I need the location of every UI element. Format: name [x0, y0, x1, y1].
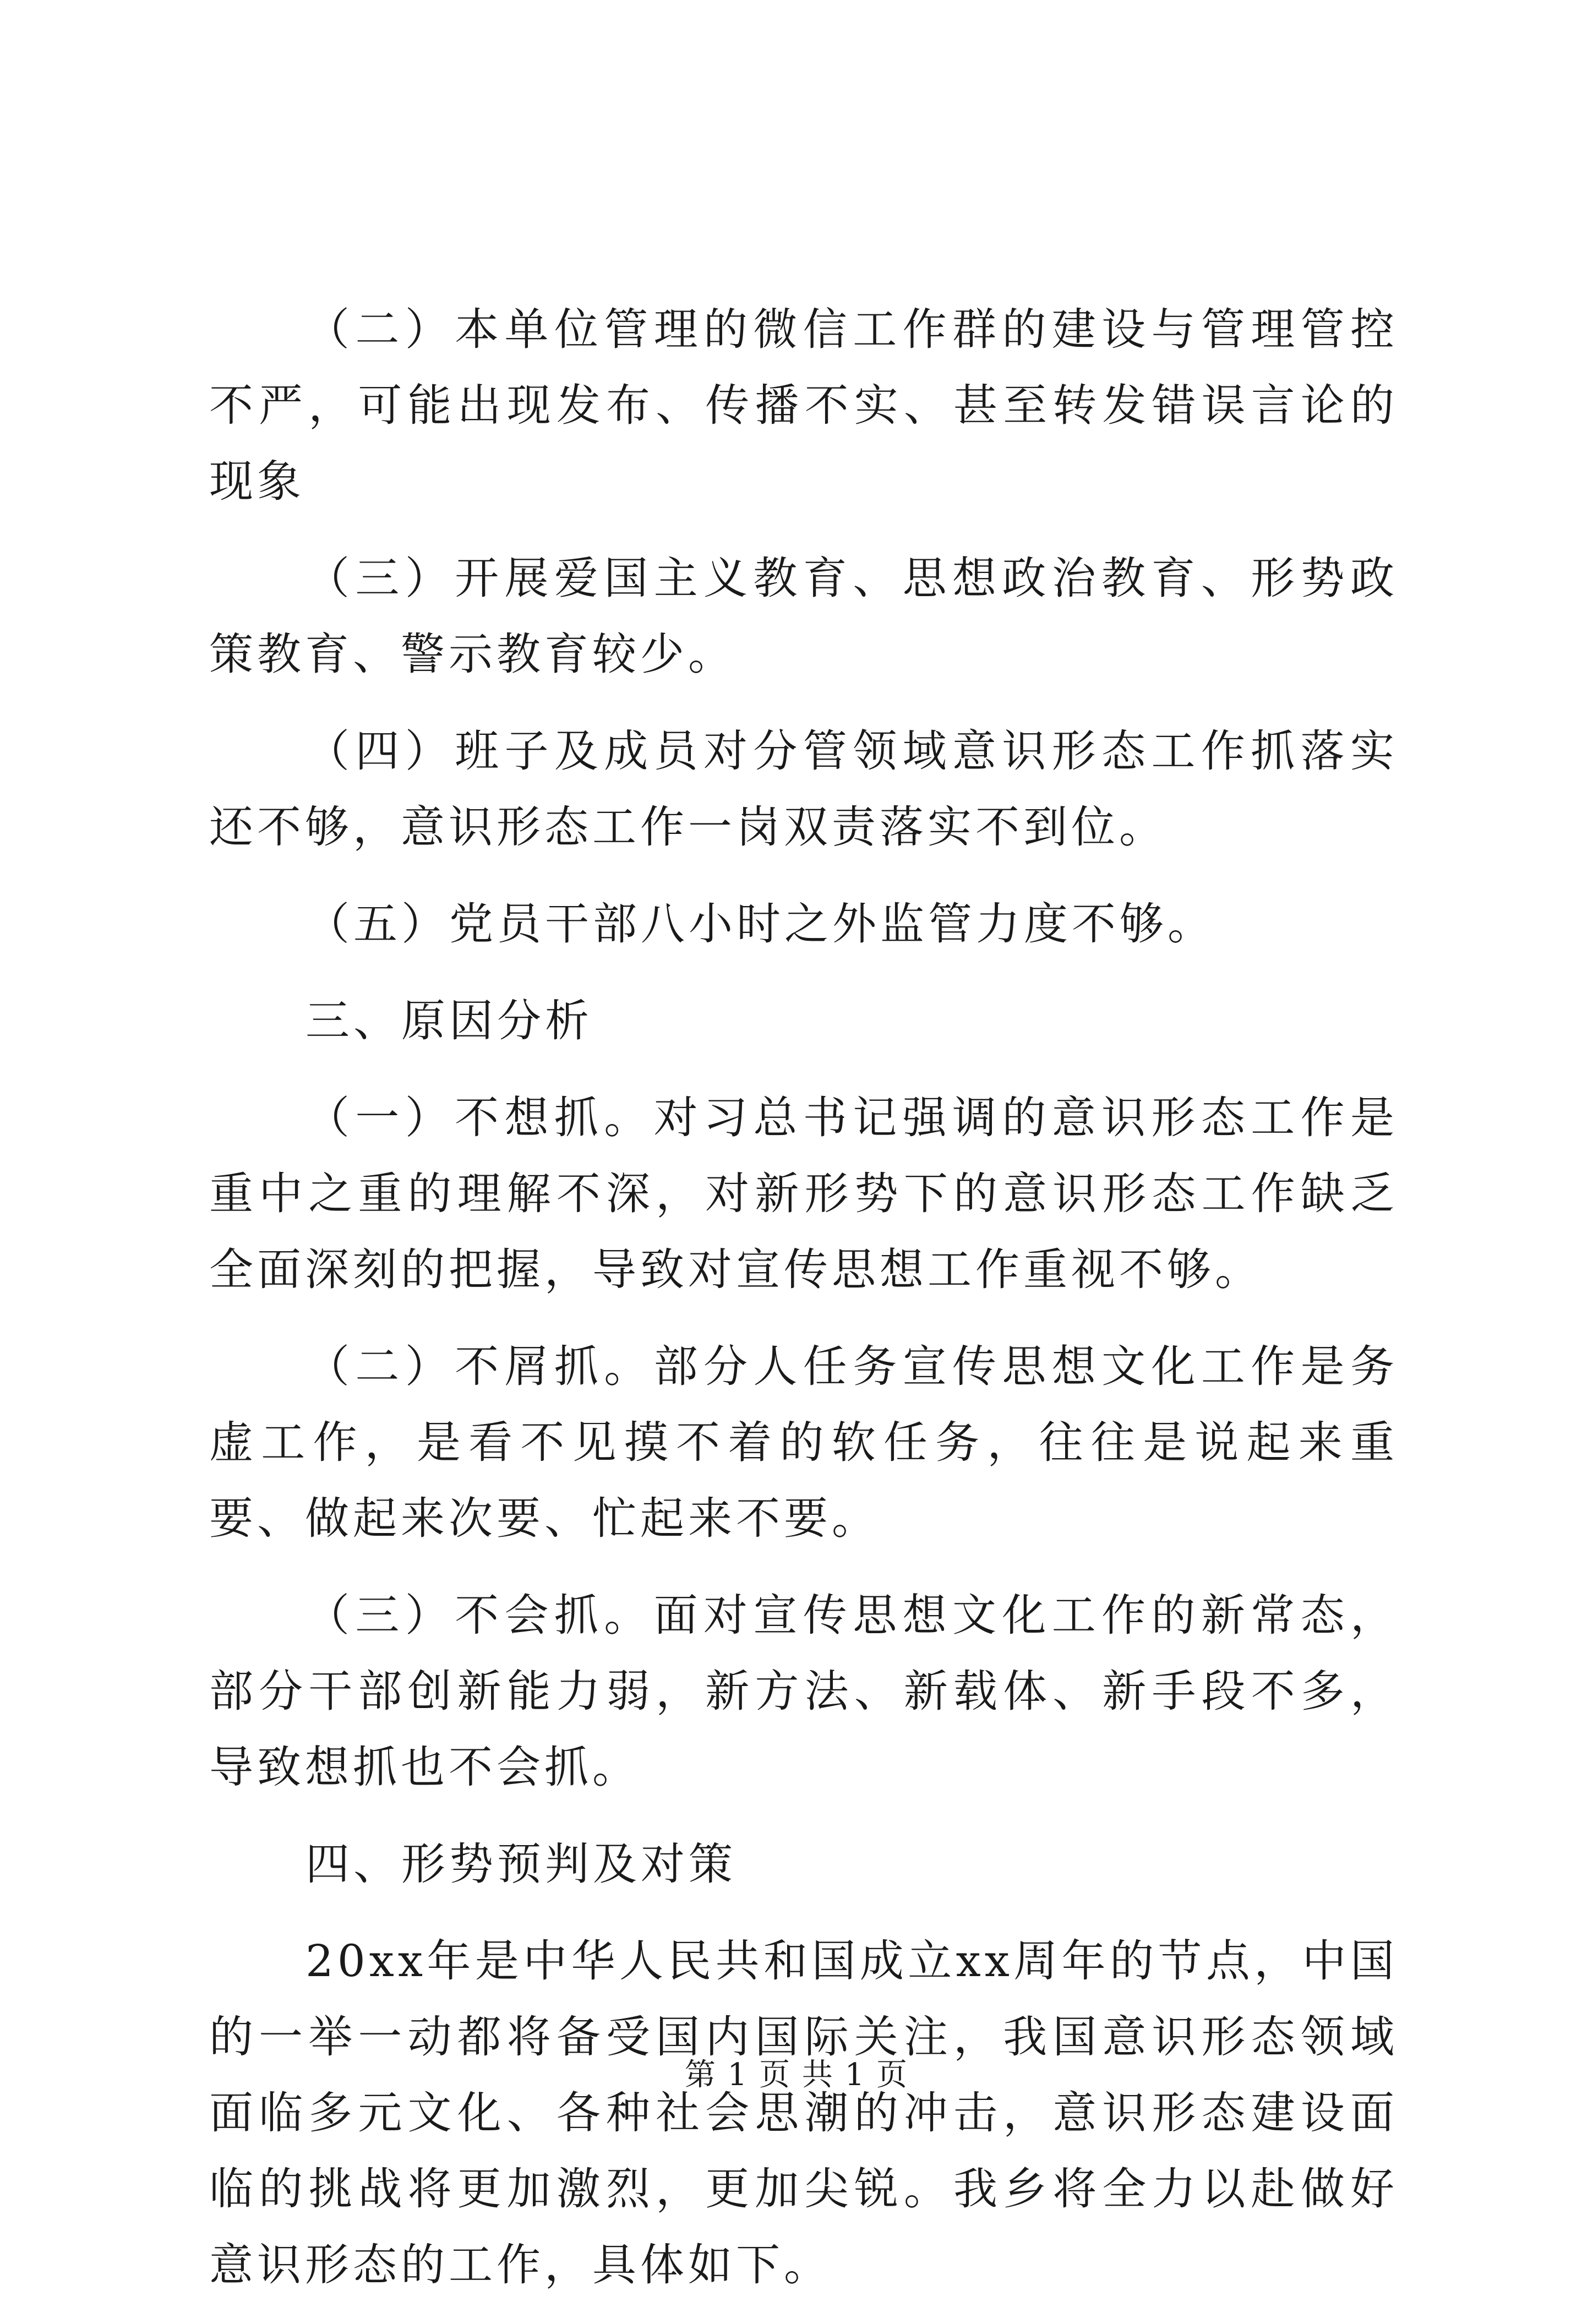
paragraph-issue-5: （五）党员干部八小时之外监管力度不够。 [305, 898, 1215, 950]
paragraph-issue-2: （二）本单位管理的微信工作群的建设与管理管控不严，可能出现发布、传播不实、甚至转发错误言论的现象 [209, 304, 1398, 507]
paragraph-issue-4: （四）班子及成员对分管领域意识形态工作抓落实还不够，意识形态工作一岗双责落实不到位。 [209, 725, 1398, 853]
document-body [209, 292, 1398, 2324]
paragraph-cause-3: （三）不会抓。面对宣传思想文化工作的新常态，部分干部创新能力弱，新方法、新载体、新手段不多，导致想抓也不会抓。 [209, 1590, 1398, 1793]
section-heading-cause-analysis: 三、原因分析 [305, 995, 593, 1046]
page-number-footer: 第 1 页 共 1 页 [684, 2057, 909, 2093]
paragraph-situation: 20xx年是中华人民共和国成立xx周年的节点，中国的一举一动都将备受国内国际关注，我国意识形态领域面临多元文化、各种社会思潮的冲击，意识形态建设面临的挑战将更加激烈，更加尖锐。我乡将全力以赴做好意识形态的工作，具体如下。 [209, 1935, 1398, 2290]
section-heading-situation-forecast: 四、形势预判及对策 [305, 1839, 737, 1890]
paragraph-issue-3: （三）开展爱国主义教育、思想政治教育、形势政策教育、警示教育较少。 [209, 553, 1398, 680]
paragraph-cause-2: （二）不屑抓。部分人任务宣传思想文化工作是务虚工作，是看不见摸不着的软任务，往往是说起来重要、做起来次要、忙起来不要。 [209, 1341, 1398, 1544]
paragraph-cause-1: （一）不想抓。对习总书记强调的意识形态工作是重中之重的理解不深，对新形势下的意识形态工作缺乏全面深刻的把握，导致对宣传思想工作重视不够。 [209, 1092, 1398, 1295]
